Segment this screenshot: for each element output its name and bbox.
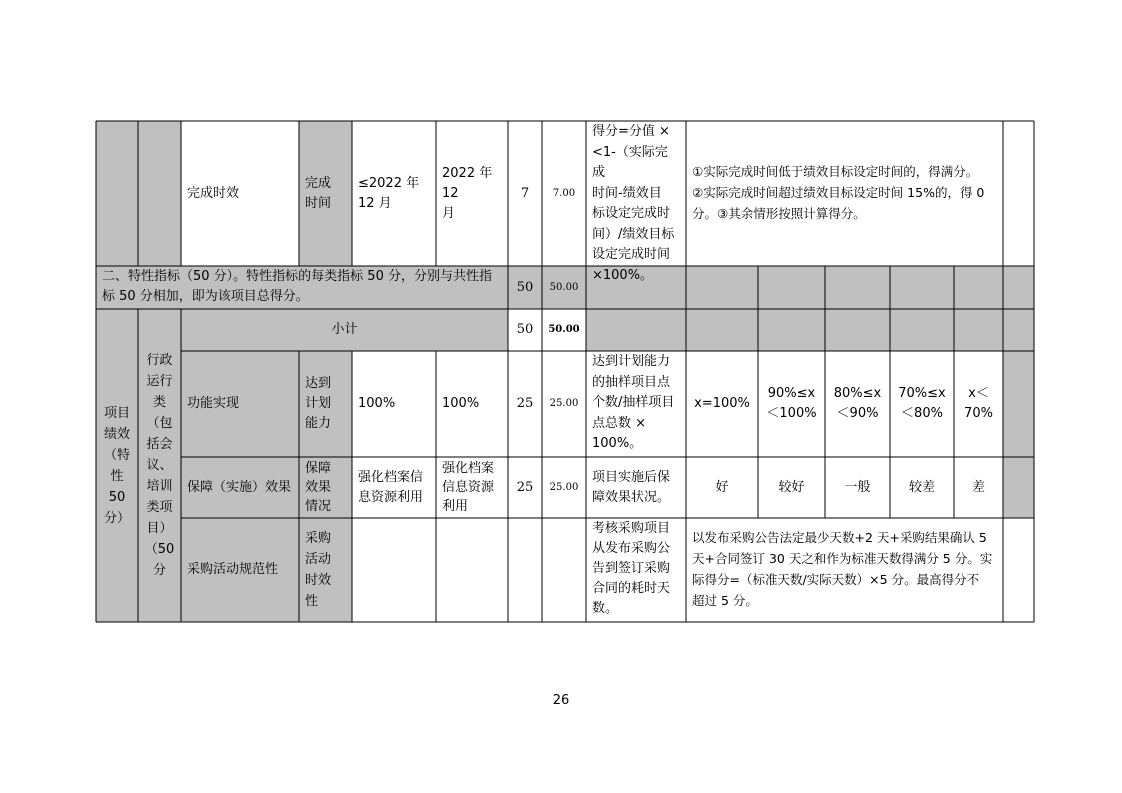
- project-perf-line: 分）: [103, 510, 130, 526]
- time-indicator-text: 完成时效: [187, 185, 240, 201]
- subtotal-score-text: 50.00: [548, 324, 580, 335]
- function-grade-2: [758, 351, 825, 457]
- time-weight-text: 7: [520, 185, 530, 201]
- time-weight: [508, 121, 542, 266]
- guarantee-target-line: 息资源利用: [358, 489, 424, 505]
- function-metric: [299, 351, 352, 457]
- procure-method-line: 考核采购项目: [592, 521, 671, 536]
- admin-category-line: 类项: [146, 500, 173, 515]
- procure-metric-line: 时效: [305, 573, 332, 588]
- section-label-line: 二、特性指标（50 分）。特性指标的每类指标 50 分，分别与共性指: [102, 269, 492, 284]
- project-perf-line: 性: [110, 468, 124, 484]
- guarantee-metric: [299, 457, 352, 518]
- procure-metric-line: 性: [305, 594, 319, 609]
- time-actual: [436, 121, 508, 266]
- function-metric-line: 能力: [305, 416, 332, 431]
- procure-criteria-line: 际得分=（标准天数/实际天数）×5 分。最高得分不: [692, 572, 980, 587]
- function-weight: [508, 351, 542, 457]
- guarantee-grade-text: 好: [715, 479, 729, 495]
- time-method-line: <1-（实际完成: [592, 144, 668, 180]
- time-criteria-line: ①实际完成时间低于绩效目标设定时间的，得满分。: [692, 164, 979, 179]
- guarantee-actual-line: 强化档案: [442, 461, 495, 476]
- function-metric-line: 计划: [305, 396, 332, 411]
- page-number: 26: [552, 693, 570, 708]
- procure-method-line: 从发布采购公: [592, 541, 671, 556]
- project-perf-label: [96, 309, 138, 622]
- admin-category-line: （50: [144, 542, 175, 557]
- function-metric-line: 达到: [305, 376, 332, 391]
- guarantee-grade-text: 差: [971, 479, 985, 495]
- subtotal-weight-text: 50: [516, 322, 534, 337]
- function-grade-text: ＜100%: [766, 406, 817, 421]
- guarantee-actual: [436, 457, 508, 518]
- time-indicator: [181, 121, 299, 266]
- section-label-line: 标 50 分相加，即为该项目总得分。: [102, 289, 309, 304]
- subtotal-weight: [508, 309, 542, 351]
- function-method: [586, 351, 686, 457]
- guarantee-score: [542, 457, 586, 518]
- function-grade-1: [686, 351, 758, 457]
- guarantee-metric-line: 情况: [305, 499, 332, 514]
- subtotal-label: [181, 309, 508, 351]
- admin-category-line: （包: [146, 416, 173, 431]
- guarantee-score-text: 25.00: [549, 481, 579, 493]
- function-method-line: 达到计划能力: [592, 354, 671, 369]
- guarantee-target-line: 强化档案信: [358, 469, 424, 485]
- guarantee-indicator: [181, 457, 299, 518]
- function-weight-text: 25: [516, 396, 534, 411]
- time-metric: [299, 121, 352, 266]
- guarantee-actual-line: 利用: [442, 499, 469, 514]
- function-grade-4: [890, 351, 954, 457]
- time-method-line: 标设定完成时: [592, 206, 671, 221]
- time-criteria-line: 分。③其余情形按照计算得分。: [692, 206, 866, 221]
- guarantee-weight: [508, 457, 542, 518]
- guarantee-method-line: 障效果状况。: [592, 489, 671, 505]
- function-grade-text: 70%≤x: [898, 386, 946, 401]
- guarantee-grade-1: [686, 457, 758, 518]
- guarantee-method-line: 项目实施后保: [592, 469, 671, 485]
- time-method: [586, 121, 686, 283]
- function-grade-text: 80%≤x: [833, 386, 882, 401]
- function-grade-text: 70%: [964, 406, 993, 421]
- function-score-text: 25.00: [549, 398, 579, 409]
- function-method-line: 的抽样项目点: [592, 374, 671, 390]
- time-method-line: ×100%。: [592, 267, 654, 283]
- guarantee-grade-5: [954, 457, 1003, 518]
- guarantee-grade-2: [758, 457, 825, 518]
- function-target-text: 100%: [358, 396, 396, 411]
- function-grade-text: ＜80%: [901, 406, 943, 421]
- guarantee-actual-line: 信息资源: [442, 480, 495, 495]
- procure-indicator: [181, 518, 299, 622]
- function-grade-3: [825, 351, 890, 457]
- guarantee-weight-text: 25: [516, 479, 534, 495]
- admin-category-line: 行政: [146, 353, 173, 368]
- guarantee-grade-3: [825, 457, 890, 518]
- procure-criteria-line: 以发布采购公告法定最少天数+2 天+采购结果确认 5: [692, 530, 987, 545]
- guarantee-method: [586, 457, 686, 518]
- time-target-line: 12 月: [358, 195, 392, 211]
- guarantee-grade-text: 一般: [844, 479, 871, 495]
- time-metric-line: 完成: [305, 175, 332, 191]
- procure-metric-line: 活动: [305, 552, 332, 567]
- time-method-line: 得分=分值 ×: [592, 124, 670, 139]
- time-score: [542, 121, 586, 266]
- procure-criteria-line: 天+合同签订 30 天之和作为标准天数得满分 5 分。实: [692, 551, 993, 566]
- admin-category-line: 目）: [146, 521, 173, 536]
- procure-metric-line: 采购: [305, 531, 332, 546]
- admin-category-label: [138, 309, 181, 622]
- time-criteria-line: ②实际完成时间超过绩效目标设定时间 15%的，得 0: [692, 185, 985, 200]
- time-actual-line: 2022 年 12: [442, 165, 493, 201]
- function-method-line: 100%。: [592, 436, 643, 451]
- guarantee-target: [352, 457, 436, 518]
- function-method-line: 个数/抽样项目: [592, 395, 675, 410]
- guarantee-metric-line: 保障: [305, 461, 332, 476]
- function-grade-5: [954, 351, 1003, 457]
- admin-category-line: 培训: [146, 479, 173, 494]
- procure-method-line: 合同的耗时天: [592, 581, 671, 596]
- procure-criteria: [686, 518, 1003, 622]
- time-criteria: [686, 161, 1003, 231]
- procure-method: [586, 518, 686, 622]
- function-method-line: 点总数 ×: [592, 415, 647, 431]
- section-score: [542, 266, 586, 309]
- time-method-line: 时间-绩效目: [592, 185, 662, 201]
- guarantee-grade-text: 较差: [908, 479, 935, 495]
- time-method-line: 设定完成时间: [592, 247, 671, 262]
- guarantee-grade-4: [890, 457, 954, 518]
- function-grade-text: ＜90%: [836, 406, 879, 421]
- function-score: [542, 351, 586, 457]
- procure-criteria-line: 超过 5 分。: [692, 593, 758, 608]
- project-perf-line: （特: [103, 447, 130, 463]
- procure-method-line: 告到签订采购: [592, 561, 671, 576]
- time-method-line: 间）/绩效目标: [592, 226, 675, 242]
- function-grade-text: x＜: [968, 386, 989, 401]
- function-target: [352, 351, 436, 457]
- section-label: [96, 266, 508, 309]
- time-target: [352, 121, 436, 266]
- admin-category-line: 分: [152, 563, 166, 578]
- time-score-text: 7.00: [552, 187, 576, 199]
- time-metric-line: 时间: [305, 195, 332, 211]
- function-indicator: [181, 351, 299, 457]
- function-grade-text: x=100%: [694, 396, 750, 411]
- admin-category-line: 类: [152, 395, 166, 410]
- time-actual-line: 月: [442, 205, 456, 221]
- procure-indicator-text: 采购活动规范性: [187, 562, 279, 577]
- guarantee-metric-line: 效果: [305, 480, 332, 495]
- function-grade-text: 90%≤x: [767, 386, 816, 401]
- project-perf-line: 50: [108, 489, 126, 505]
- section-score-text: 50.00: [549, 281, 579, 293]
- function-actual-text: 100%: [442, 396, 480, 411]
- guarantee-grade-text: 较好: [778, 479, 805, 495]
- project-perf-line: 项目: [103, 405, 130, 421]
- admin-category-line: 议、: [146, 458, 173, 473]
- subtotal-label-text: 小计: [331, 322, 358, 337]
- guarantee-indicator-text: 保障（实施）效果: [187, 479, 292, 495]
- project-perf-line: 绩效: [103, 426, 130, 442]
- section-weight-text: 50: [516, 279, 534, 295]
- admin-category-line: 运行: [146, 374, 173, 389]
- procure-method-line: 数。: [592, 601, 619, 616]
- function-indicator-text: 功能实现: [187, 396, 240, 411]
- procure-metric: [299, 518, 352, 622]
- section-weight: [508, 266, 542, 309]
- subtotal-score: [542, 309, 586, 351]
- admin-category-line: 括会: [146, 437, 173, 452]
- function-actual: [436, 351, 508, 457]
- time-target-line: ≤2022 年: [358, 175, 420, 191]
